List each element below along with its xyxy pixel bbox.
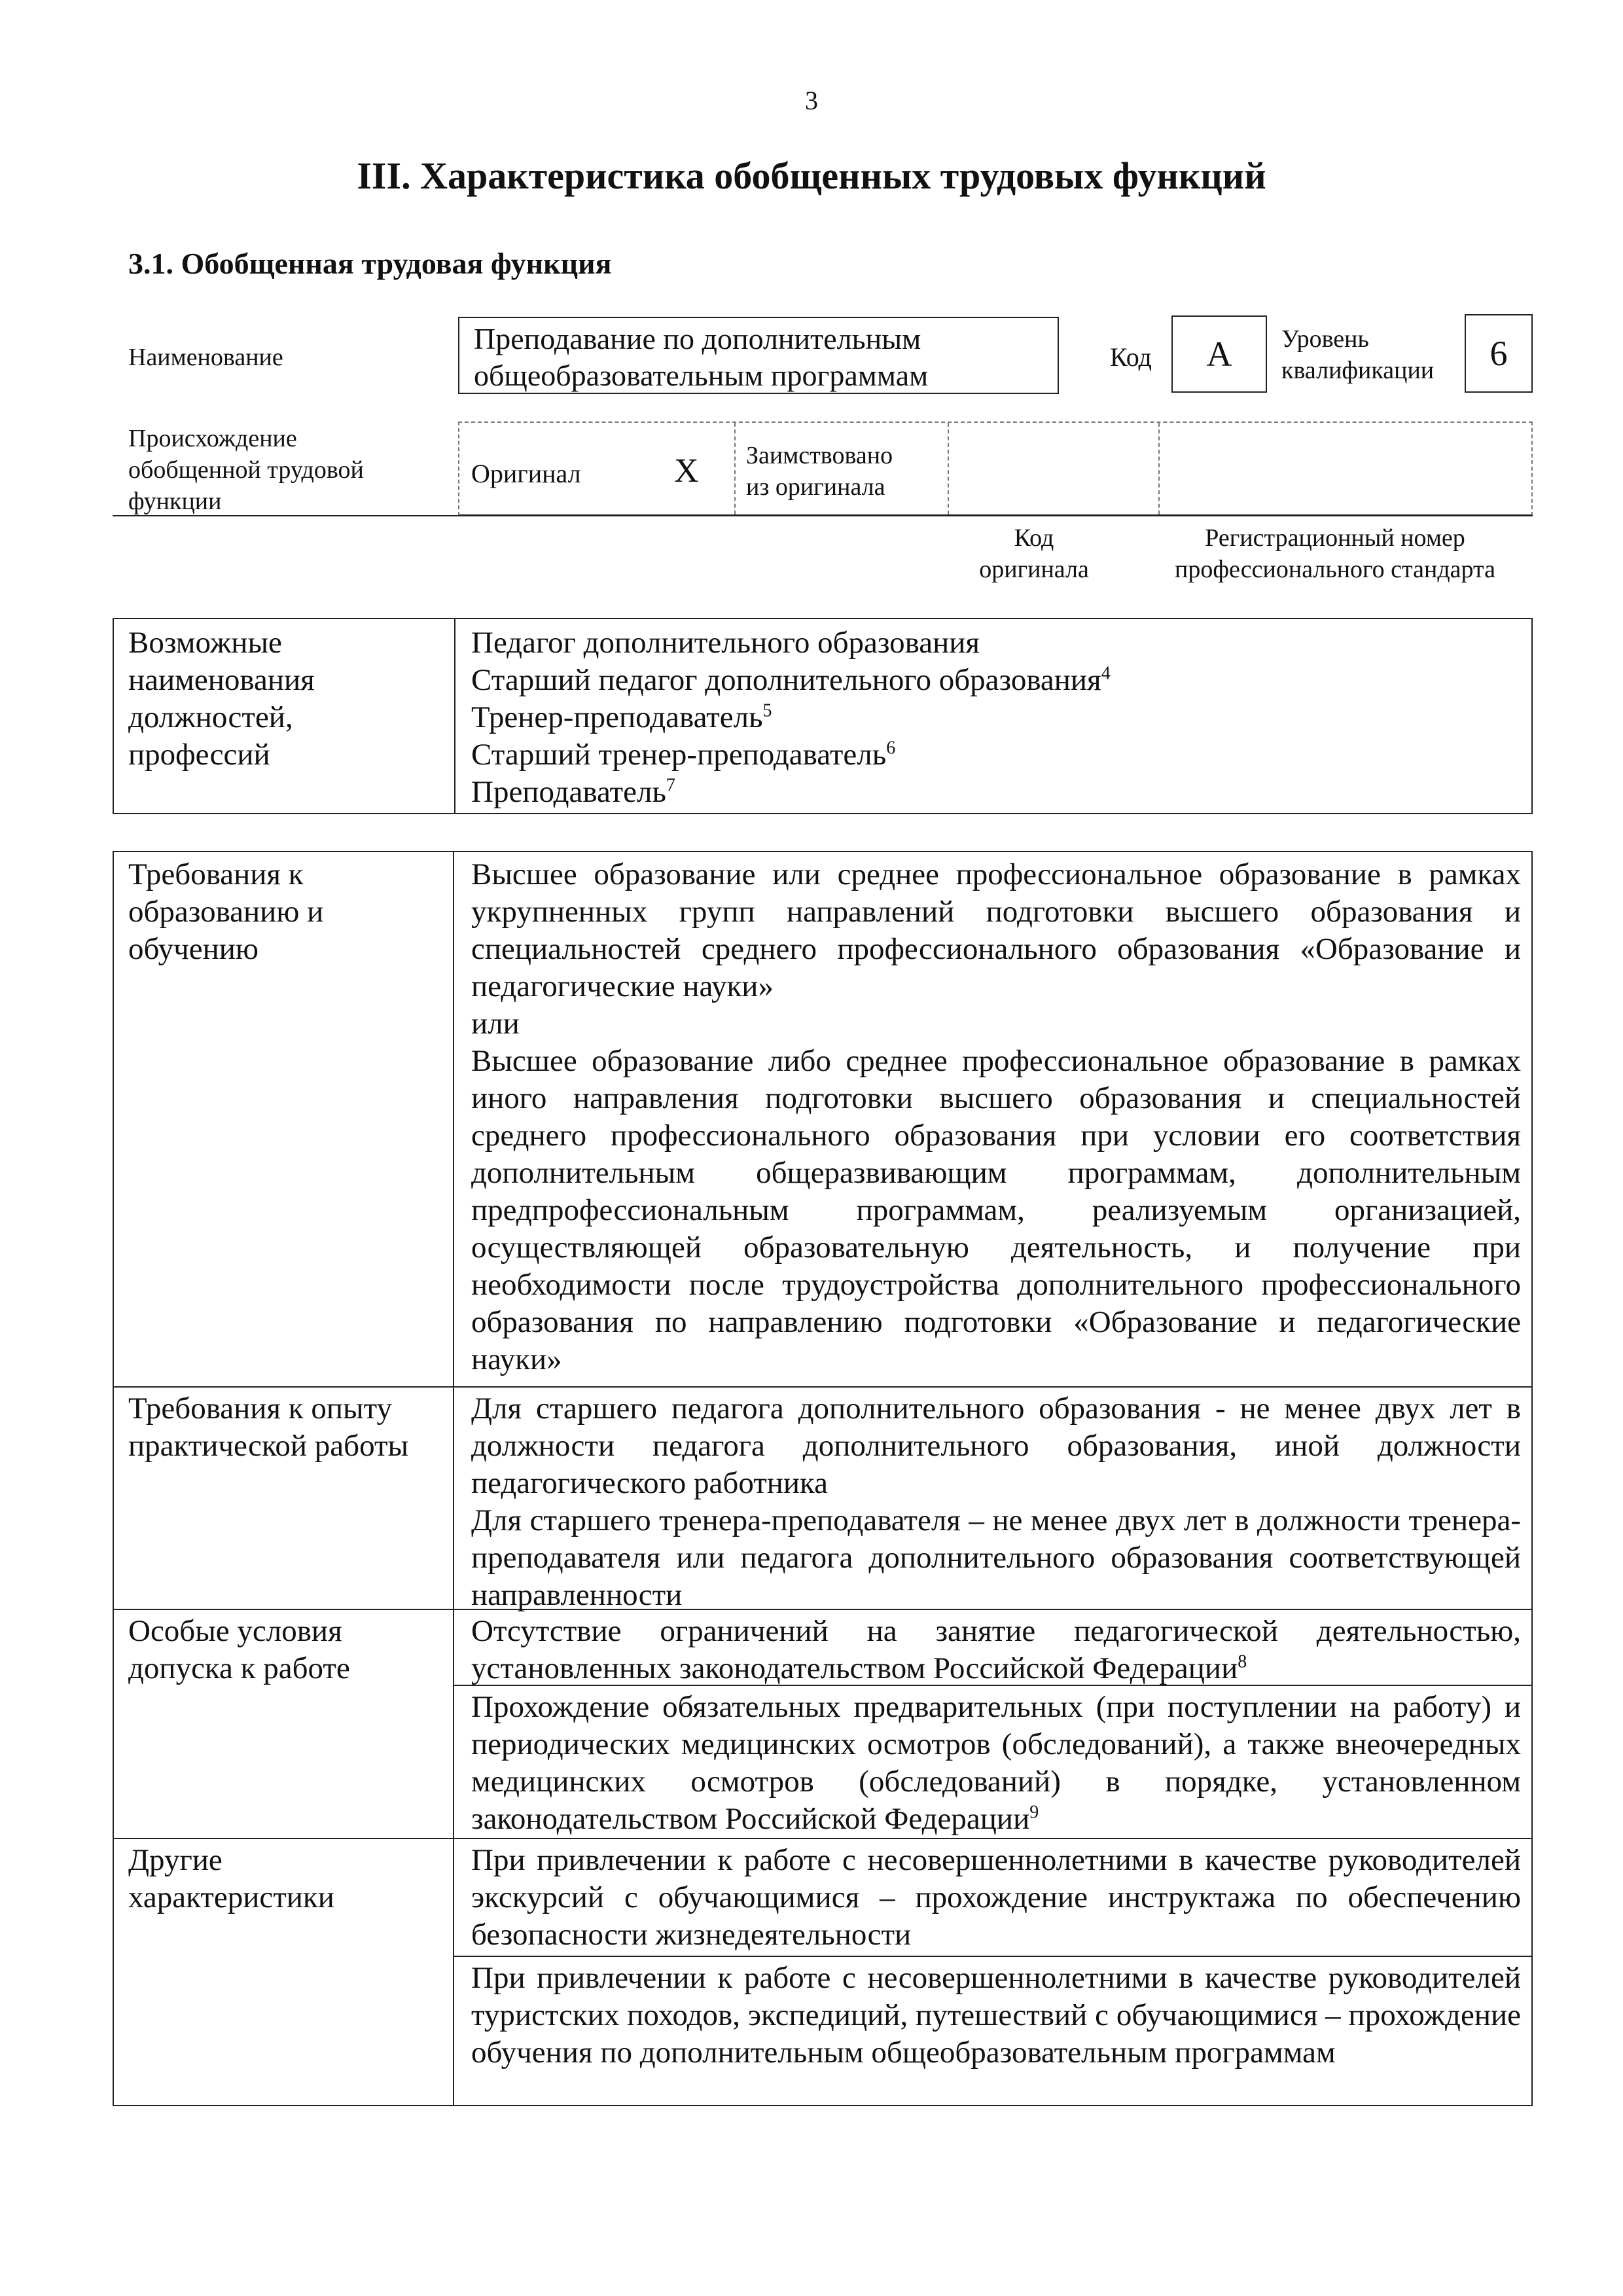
positions-divider — [454, 619, 455, 813]
other-para: При привлечении к работе с несовершеннолетними в качестве руководителей туристских походов, экспедиций, путешествий с обучающимися – прохождение обучения по дополнительным общеобразовательным программам — [471, 1961, 1521, 2070]
code-caption-line1: Код — [1014, 524, 1054, 552]
positions-label — [128, 624, 442, 774]
origin-label — [128, 423, 364, 517]
positions-list — [471, 624, 1518, 811]
position-item: Преподаватель$^7$ — [471, 775, 675, 809]
level-label-line2: квалификации — [1281, 357, 1435, 384]
function-name-line2: общеобразовательным программам — [474, 359, 929, 392]
conditions-label — [128, 1613, 442, 1687]
conditions-label-line1: Особые условия — [128, 1614, 342, 1648]
education-label-line2: образованию и — [128, 895, 324, 929]
subsection-title: 3.1. Обобщенная трудовая функция — [128, 247, 612, 280]
original-code-caption — [955, 522, 1113, 585]
section-title: III. Характеристика обобщенных трудовых функций — [357, 154, 1266, 197]
education-label-line3: обучению — [128, 932, 259, 966]
education-label-line1: Требования к — [128, 857, 304, 891]
borrowed-line1: Заимствовано — [746, 442, 893, 469]
education-para: Высшее образование либо среднее профессиональное образование в рамках иного направления подготовки высшего образования и специальностей среднего профессионального образования при условии его соответствия дополнительным общеразвивающим программам, дополнительным предпрофессиональным программам, реализуемым организацией, осуществляющей образовательную деятельность, и получение при необходимости после трудоустройства дополнительного профессионального образования по направлению подготовки «Образование и педагогические науки» — [471, 1044, 1521, 1376]
origin-label-line1: Происхождение — [128, 425, 297, 452]
experience-para: Для старшего педагога дополнительного образования - не менее двух лет в должности педагога дополнительного образования, иной должности педагогического работника — [471, 1391, 1521, 1500]
position-item: Педагог дополнительного образования — [471, 626, 980, 660]
footnote-ref: 6 — [886, 738, 896, 759]
origin-label-line3: функции — [128, 488, 222, 515]
footnote-ref: 5 — [762, 700, 772, 721]
origin-divider — [734, 423, 736, 514]
borrowed-line2: из оригинала — [746, 473, 885, 501]
qualification-level-label — [1281, 323, 1434, 386]
code-value: А — [1171, 315, 1267, 393]
row-divider — [113, 1386, 1533, 1388]
row-divider — [453, 1956, 1533, 1957]
conditions-para: Прохождение обязательных предварительных (при поступлении на работу) и периодических медицинских осмотров (обследований), а также внеочередных медицинских осмотров (обследований) в порядке, установленном законодательством Российской Федерации$^9$ — [471, 1690, 1521, 1836]
footnote-ref: 4 — [1101, 663, 1111, 684]
origin-label-line2: обобщенной трудовой — [128, 456, 364, 484]
education-para: Высшее образование или среднее профессиональное образование в рамках укрупненных групп направлений подготовки высшего образования и специальностей среднего профессионального образования «Образование и педагогические науки» — [471, 857, 1521, 1003]
row-divider — [113, 1838, 1533, 1839]
conditions-label-line2: допуска к работе — [128, 1651, 350, 1685]
position-item: Тренер-преподаватель$^5$ — [471, 700, 772, 734]
borrowed-label — [746, 440, 893, 503]
other-label-line1: Другие — [128, 1843, 223, 1877]
experience-label — [128, 1390, 442, 1465]
positions-label-line1: Возможные — [128, 626, 282, 660]
position-item: Старший педагог дополнительного образования$^4$ — [471, 663, 1111, 697]
footnote-ref: 7 — [666, 775, 675, 796]
education-or: или — [471, 1007, 520, 1041]
experience-para: Для старшего тренера-преподавателя – не менее двух лет в должности тренера-преподавателя или педагога дополнительного образования соответствующей направленности — [471, 1503, 1521, 1612]
origin-underline — [113, 515, 1533, 516]
original-label: Оригинал — [471, 459, 581, 488]
original-mark: X — [674, 452, 699, 490]
education-label — [128, 856, 442, 968]
other-para: При привлечении к работе с несовершеннолетними в качестве руководителей экскурсий с обучающимися – прохождение инструктажа по обеспечению безопасности жизнедеятельности — [471, 1843, 1521, 1952]
experience-requirements — [471, 1390, 1521, 1614]
experience-label-line1: Требования к опыту — [128, 1391, 393, 1426]
footnote-ref: 8 — [1238, 1651, 1247, 1672]
position-item: Старший тренер-преподаватель$^6$ — [471, 738, 896, 772]
experience-label-line2: практической работы — [128, 1429, 409, 1463]
level-label-line1: Уровень — [1281, 325, 1369, 353]
conditions-para: Отсутствие ограничений на занятие педагогической деятельностью, установленных законодательством Российской Федерации$^8$ — [471, 1614, 1521, 1685]
function-name-line1: Преподавание по дополнительным — [474, 322, 921, 355]
code-caption-line2: оригинала — [979, 556, 1089, 583]
positions-label-line4: профессий — [128, 738, 270, 772]
page-number: 3 — [805, 86, 818, 115]
origin-divider — [948, 423, 949, 514]
positions-label-line3: должностей, — [128, 700, 293, 734]
other-label-line2: характеристики — [128, 1880, 334, 1914]
requirements-divider — [453, 851, 454, 2106]
footnote-ref: 9 — [1029, 1802, 1039, 1823]
positions-label-line2: наименования — [128, 663, 315, 697]
registration-number-caption — [1139, 522, 1531, 585]
reg-caption-line1: Регистрационный номер — [1205, 524, 1465, 552]
code-label: Код — [1110, 342, 1152, 372]
other-label — [128, 1842, 442, 1916]
origin-row — [458, 422, 1533, 516]
qualification-level-value: 6 — [1465, 314, 1533, 393]
origin-divider — [1158, 423, 1160, 514]
name-label: Наименование — [128, 344, 283, 371]
education-requirements — [471, 856, 1521, 1378]
function-name-field — [458, 317, 1059, 394]
reg-caption-line2: профессионального стандарта — [1175, 556, 1495, 583]
